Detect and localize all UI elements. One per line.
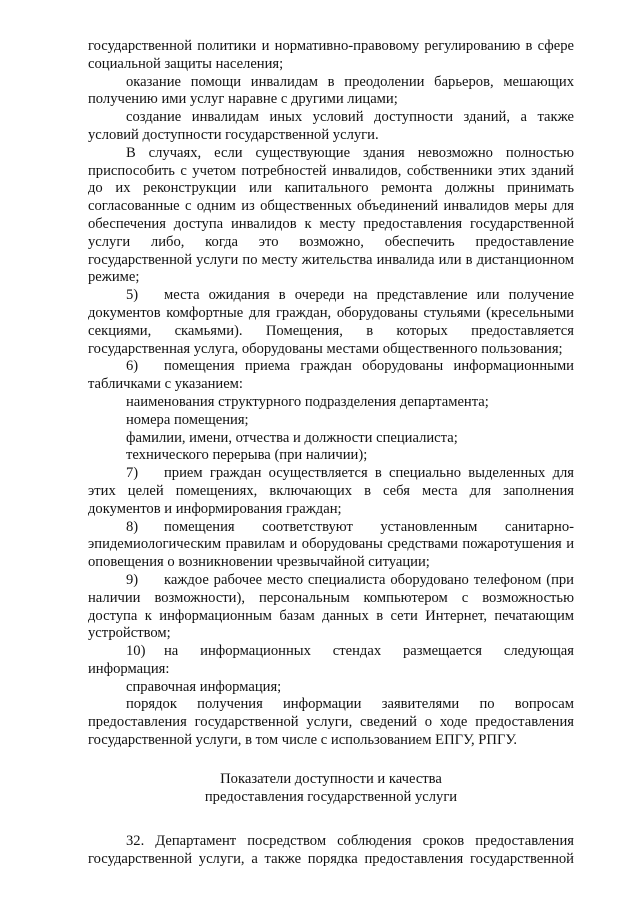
paragraph: создание инвалидам иных условий доступности зданий, а также условий доступности государственной услуги. bbox=[88, 109, 574, 143]
item-text: на информационных стендах размещается следующая информация: bbox=[88, 643, 574, 677]
spacer bbox=[88, 806, 574, 833]
item-text: помещения соответствуют установленным санитарно-эпидемиологическим правилам и оборудованы средствами пожаротушения и оповещения о возникновении чрезвычайной ситуации; bbox=[88, 518, 574, 571]
paragraph-32: 32. Департамент посредством соблюдения сроков предоставления государственной услуги, а также порядка предоставления государственной bbox=[88, 832, 574, 867]
item-number: 6) bbox=[126, 358, 139, 375]
sub-item: наименования структурного подразделения департамента; bbox=[126, 393, 489, 410]
item-number: 9) bbox=[126, 571, 139, 588]
list-item-5 bbox=[88, 287, 574, 358]
paragraph: В случаях, если существующие здания невозможно полностью приспособить с учетом потребностей инвалидов, собственники этих зданий до их реконструкции или капитального ремонта должны принимать согласованные с одним из общественных объединений инвалидов меры для обеспечения доступа инвалидов к месту предоставления государственной услуги либо, когда это возможно, обеспечить предоставление государственной услуги по месту жительства инвалида или в дистанционном режиме; bbox=[88, 144, 574, 286]
item-number: 7) bbox=[126, 465, 139, 482]
item-text: прием граждан осуществляется в специально выделенных для этих целей помещениях, включающих в себя места для заполнения документов и информирования граждан; bbox=[88, 465, 574, 517]
document-page bbox=[88, 38, 574, 868]
item-text: помещения приема граждан оборудованы информационными табличками с указанием: bbox=[88, 358, 574, 393]
section-heading-line2: предоставления государственной услуги bbox=[204, 788, 458, 805]
sub-item: номера помещения; bbox=[126, 411, 249, 428]
item-text: места ожидания в очереди на представление или получение документов комфортные для граждан, оборудованы стульями (кресельными секциями, скамьями). Помещения, в которых предоставляется государственная услуга, оборудованы местами общественного пользования; bbox=[88, 287, 574, 357]
list-item-6 bbox=[88, 358, 574, 394]
paragraph: государственной политики и нормативно-правовому регулированию в сфере социальной защиты населения; bbox=[88, 38, 574, 72]
item-text: каждое рабочее место специалиста оборудовано телефоном (при наличии возможности), персональным компьютером с возможностью доступа к информационным базам данных в сети Интернет, печатающим устройством; bbox=[88, 571, 574, 642]
item-number: 10) bbox=[126, 643, 146, 660]
list-item-10 bbox=[88, 643, 574, 679]
paragraph: оказание помощи инвалидам в преодолении барьеров, мешающих получению ими услуг наравне с другими лицами; bbox=[88, 73, 574, 108]
list-item-9 bbox=[88, 572, 574, 643]
section-heading-line1: Показатели доступности и качества bbox=[220, 770, 442, 787]
item-number: 8) bbox=[126, 518, 139, 535]
sub-item: технического перерыва (при наличии); bbox=[126, 447, 368, 464]
item-number: 5) bbox=[126, 287, 139, 304]
list-item-8 bbox=[88, 519, 574, 572]
sub-item: справочная информация; bbox=[126, 678, 282, 695]
sub-item: порядок получения информации заявителями по вопросам предоставления государственной услуги, сведений о ходе предоставления государственной услуги, в том числе с использованием ЕПГУ, РПГУ. bbox=[88, 696, 574, 749]
list-item-7 bbox=[88, 465, 574, 518]
spacer bbox=[88, 750, 574, 770]
sub-item: фамилии, имени, отчества и должности специалиста; bbox=[126, 429, 458, 446]
